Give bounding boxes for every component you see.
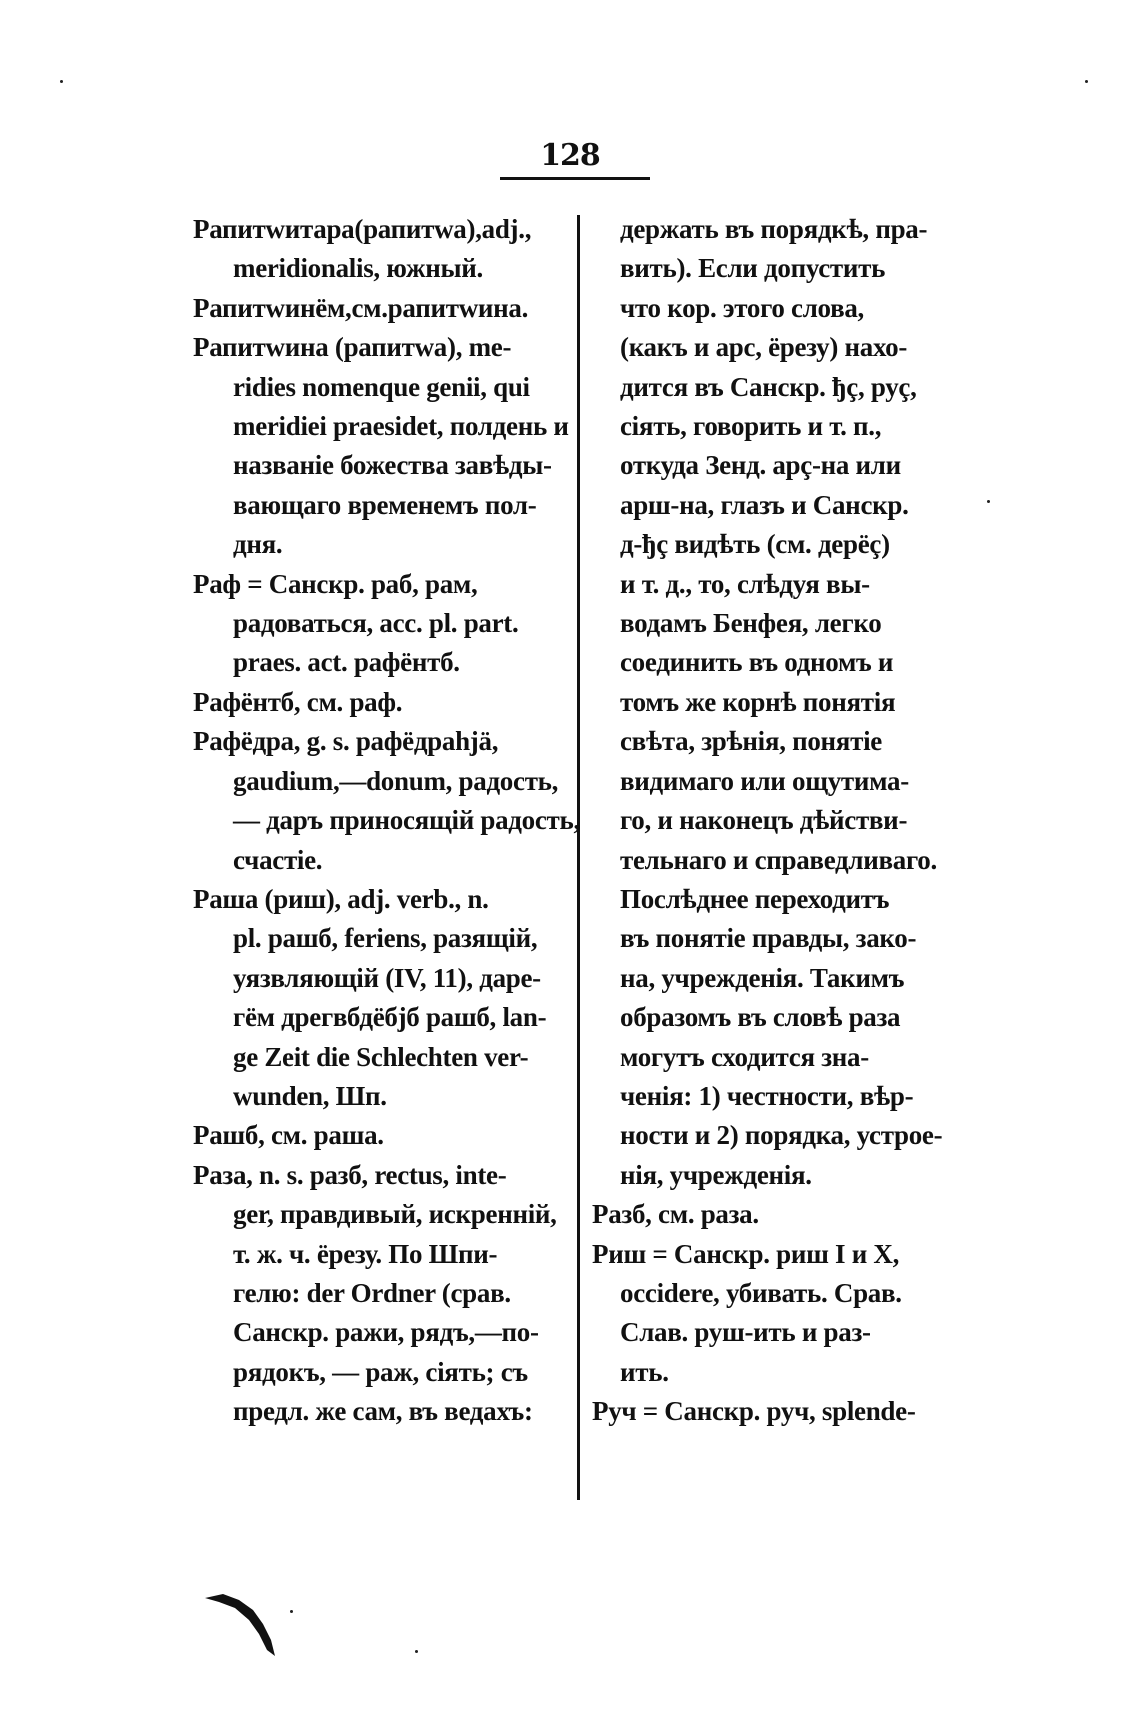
text-line: occidere, убивать. Срав. — [620, 1277, 902, 1308]
text-line: gaudium,—donum, радость, — [233, 765, 559, 796]
text-line: тельнаго и справедливаго. — [620, 844, 937, 875]
text-line: въ понятіе правды, зако- — [620, 923, 917, 954]
text-line: Разб, см. раза. — [592, 1199, 759, 1230]
ink-speck — [60, 80, 63, 83]
ink-smudge — [205, 1590, 285, 1660]
text-line: Раза, n. s. разб, rectus, inte- — [193, 1159, 507, 1190]
text-line: Риш = Санскр. риш I и X, — [592, 1238, 900, 1269]
text-line: Раф = Санскр. раб, рам, — [193, 568, 478, 599]
text-line: счастіе. — [233, 844, 323, 875]
text-line: Руч = Санскр. руч, splende- — [592, 1396, 916, 1427]
text-line: сіять, говорить и т. п., — [620, 411, 882, 442]
text-line: дня. — [233, 529, 283, 560]
text-line: ridies nomenque genii, qui — [233, 371, 530, 402]
text-line: Рафёдра, g. s. рафёдраhjä, — [193, 726, 499, 757]
text-line: Рафёнтб, см. раф. — [193, 686, 403, 717]
text-line: wunden, Шп. — [233, 1080, 387, 1111]
text-line: Слав. руш-ить и раз- — [620, 1317, 871, 1348]
text-line: Послѣднее переходитъ — [620, 883, 890, 914]
text-line: арш-на, глазъ и Санскр. — [620, 489, 909, 520]
right-column — [592, 210, 967, 1432]
text-line: ить. — [620, 1356, 669, 1387]
text-line: рядокъ, — раж, сіять; съ — [233, 1356, 528, 1387]
text-line: видимаго или ощутима- — [620, 765, 909, 796]
text-line: meridionalis, южный. — [233, 253, 483, 284]
text-line: Рашб, см. раша. — [193, 1120, 384, 1151]
text-line: meridiei praesidet, полдень и — [233, 411, 569, 442]
text-line: и т. д., то, слѣдуя вы- — [620, 568, 870, 599]
header-rule — [500, 177, 650, 180]
text-line: свѣта, зрѣнія, понятіе — [620, 726, 882, 757]
text-line: гелю: der Ordner (срав. — [233, 1277, 511, 1308]
text-line: (какъ и арс, ёрезу) нахо- — [620, 332, 908, 363]
text-line: Рапитwина (рапитwa), me- — [193, 332, 512, 363]
text-line: ger, правдивый, искренній, — [233, 1199, 557, 1230]
ink-speck — [987, 500, 990, 503]
text-line: держать въ порядкѣ, пра- — [620, 214, 928, 244]
text-line: радоваться, acc. pl. part. — [233, 608, 519, 639]
text-line: ности и 2) порядка, устрое- — [620, 1120, 943, 1151]
text-line: ченія: 1) честности, вѣр- — [620, 1080, 914, 1111]
text-line: вающаго временемъ пол- — [233, 489, 537, 520]
text-line: соединить въ одномъ и — [620, 647, 894, 678]
text-line: на, учрежденія. Такимъ — [620, 962, 905, 993]
ink-speck — [1085, 80, 1088, 83]
text-line: pl. рашб, feriens, разящій, — [233, 923, 538, 954]
text-line: д-ђç видѣть (см. дерёç) — [620, 529, 890, 560]
column-divider — [577, 215, 580, 1500]
text-line: предл. же сам, въ ведахъ: — [233, 1396, 533, 1427]
page-number: 128 — [540, 138, 600, 173]
text-line: дится въ Санскр. ђç, руç, — [620, 371, 917, 402]
text-line: го, и наконецъ дѣйстви- — [620, 805, 908, 836]
text-line: нія, учрежденія. — [620, 1159, 812, 1190]
text-line: Рапитwитара(рапитwa),adj., — [193, 214, 532, 244]
text-line: томъ же корнѣ понятія — [620, 686, 896, 717]
ink-speck — [415, 1650, 418, 1653]
text-line: уязвляющій (IV, 11), даре- — [233, 962, 541, 993]
text-line: откуда Зенд. арç-на или — [620, 450, 901, 481]
text-line: т. ж. ч. ёрезу. По Шпи- — [233, 1238, 498, 1269]
text-line: Раша (риш), adj. verb., n. — [193, 883, 489, 914]
text-line: гём дрегвбдёбjб рашб, lan- — [233, 1002, 547, 1033]
text-line: что кор. этого слова, — [620, 292, 865, 323]
text-line: образомъ въ словѣ раза — [620, 1002, 901, 1033]
text-line: — даръ приносящій радость, — [233, 805, 580, 836]
ink-speck — [290, 1610, 293, 1613]
text-line: вить). Если допустить — [620, 253, 886, 284]
text-line: названіе божества завѣды- — [233, 450, 552, 481]
text-line: praes. act. рафёнтб. — [233, 647, 460, 678]
left-column — [193, 210, 580, 1432]
text-line: Санскр. ражи, рядъ,—по- — [233, 1317, 539, 1348]
text-line: ge Zeit die Schlechten ver- — [233, 1041, 529, 1072]
text-line: могутъ сходится зна- — [620, 1041, 869, 1072]
text-line: водамъ Бенфея, легко — [620, 608, 882, 639]
text-line: Рапитwинём,см.рапитwина. — [193, 292, 529, 323]
